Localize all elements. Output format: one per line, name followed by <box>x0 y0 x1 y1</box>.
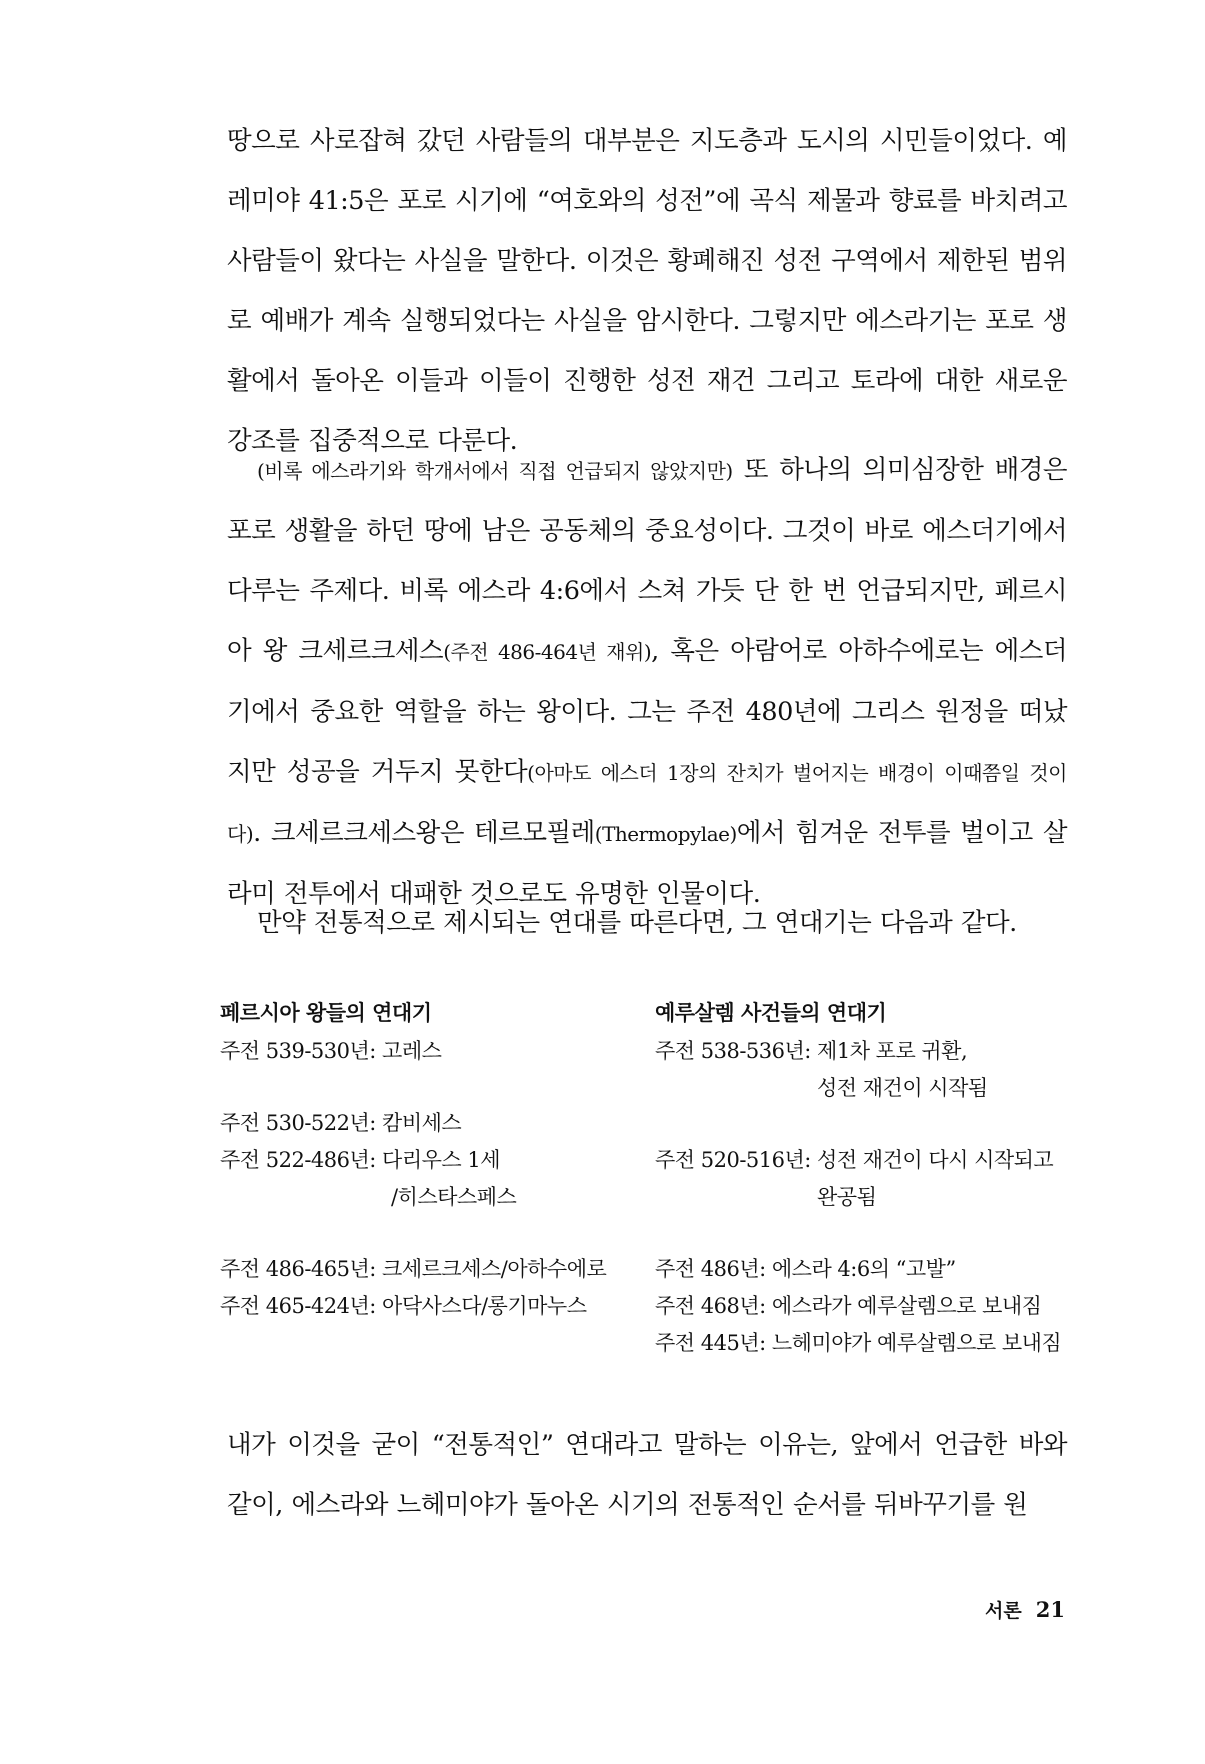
paragraph-2-esther-note: (아마도 에스더 1장의 잔치가 벌어지는 배경이 이때쯤일 것이다) <box>227 761 1067 846</box>
chronology-entry-continuation: 완공됨 <box>817 1185 877 1209</box>
paragraph-2-text-a: 또 하나의 의미심장한 배경은 포로 생활을 하던 땅에 남은 공동체의 중요성이다. 그것이 바로 에스더기에서 다루는 주제다. 비록 에스라 4:6에서 스쳐 가듯 단 한 번 언급되지만, 페르시아 왕 크세르크세스 <box>227 455 1067 666</box>
chronology-entry: 주전 486-465년: 크세르크세스/아하수에로 <box>220 1257 607 1281</box>
paragraph-2-thermopylae-note: (Thermopylae) <box>594 822 737 846</box>
chronology-entry: 주전 445년: 느헤미야가 예루살렘으로 보내짐 <box>655 1331 1062 1355</box>
paragraph-4: 내가 이것을 굳이 “전통적인” 연대라고 말하는 이유는, 앞에서 언급한 바와 같이, 에스라와 느헤미야가 돌아온 시기의 전통적인 순서를 뒤바꾸기를 원 <box>227 1430 1067 1520</box>
chronology-entry-text: 주전 538-536년: 제1차 포로 귀환, <box>655 1039 968 1063</box>
paragraph-2-aside: (비록 에스라기와 학개서에서 직접 언급되지 않았지만) <box>257 459 733 483</box>
paragraph-1: 땅으로 사로잡혀 갔던 사람들의 대부분은 지도층과 도시의 시민들이었다. 예레미야 41:5은 포로 시기에 “여호와의 성전”에 곡식 제물과 향료를 바치려고 사람들이 왔다는 사실을 말한다. 이것은 황폐해진 성전 구역에서 제한된 범위로 예배가 계속 실행되었다는 사실을 암시한다. 그렇지만 에스라기는 포로 생활에서 돌아온 이들과 이들이 진행한 성전 재건 그리고 토라에 대한 새로운 강조를 집중적으로 다룬다. <box>227 126 1067 456</box>
chronology-entry <box>655 1142 1085 1216</box>
chronology-entry <box>220 1142 660 1216</box>
jerusalem-events-column <box>655 993 1085 1362</box>
paragraph-2-text-c: . 크세르크세스왕은 테르모필레 <box>253 818 595 848</box>
chronology-table <box>0 993 1205 1393</box>
chronology-entry-text: 주전 520-516년: 성전 재건이 다시 시작되고 <box>655 1148 1054 1172</box>
chronology-entry: 주전 486년: 에스라 4:6의 “고발” <box>655 1257 956 1281</box>
chronology-entry: 주전 530-522년: 캄비세스 <box>220 1111 462 1135</box>
chronology-entry-continuation: 성전 재건이 시작됨 <box>817 1076 988 1100</box>
chronology-entry-text: 주전 522-486년: 다리우스 1세 <box>220 1148 501 1172</box>
paragraph-3: 만약 전통적으로 제시되는 연대를 따른다면, 그 연대기는 다음과 같다. <box>257 908 1017 938</box>
paragraph-2-reign-note: (주전 486-464년 재위) <box>443 640 652 664</box>
persian-kings-column <box>220 993 660 1325</box>
paragraph-2-text-d: 에서 힘겨운 전투를 벌이고 살라미 전투에서 대패한 것으로도 유명한 인물이다. <box>227 818 1067 909</box>
paragraph-2-text-b: , 혹은 아람어로 아하수에로는 에스더기에서 중요한 역할을 하는 왕이다. 그는 주전 480년에 그리스 원정을 떠났지만 성공을 거두지 못한다 <box>227 636 1068 787</box>
section-name: 서론 <box>985 1600 1022 1622</box>
chronology-entry: 주전 468년: 에스라가 예루살렘으로 보내짐 <box>655 1294 1042 1318</box>
chronology-entry-continuation: /히스타스페스 <box>391 1185 517 1209</box>
persian-kings-heading: 페르시아 왕들의 연대기 <box>220 1000 432 1025</box>
page-footer <box>985 1596 1065 1623</box>
jerusalem-events-heading: 예루살렘 사건들의 연대기 <box>655 1000 887 1025</box>
chronology-entry: 주전 465-424년: 아닥사스다/롱기마누스 <box>220 1294 587 1318</box>
page-number: 21 <box>1035 1597 1065 1622</box>
paragraph-2 <box>227 440 1067 924</box>
chronology-entry: 주전 539-530년: 고레스 <box>220 1039 442 1063</box>
chronology-entry <box>655 1033 1085 1107</box>
